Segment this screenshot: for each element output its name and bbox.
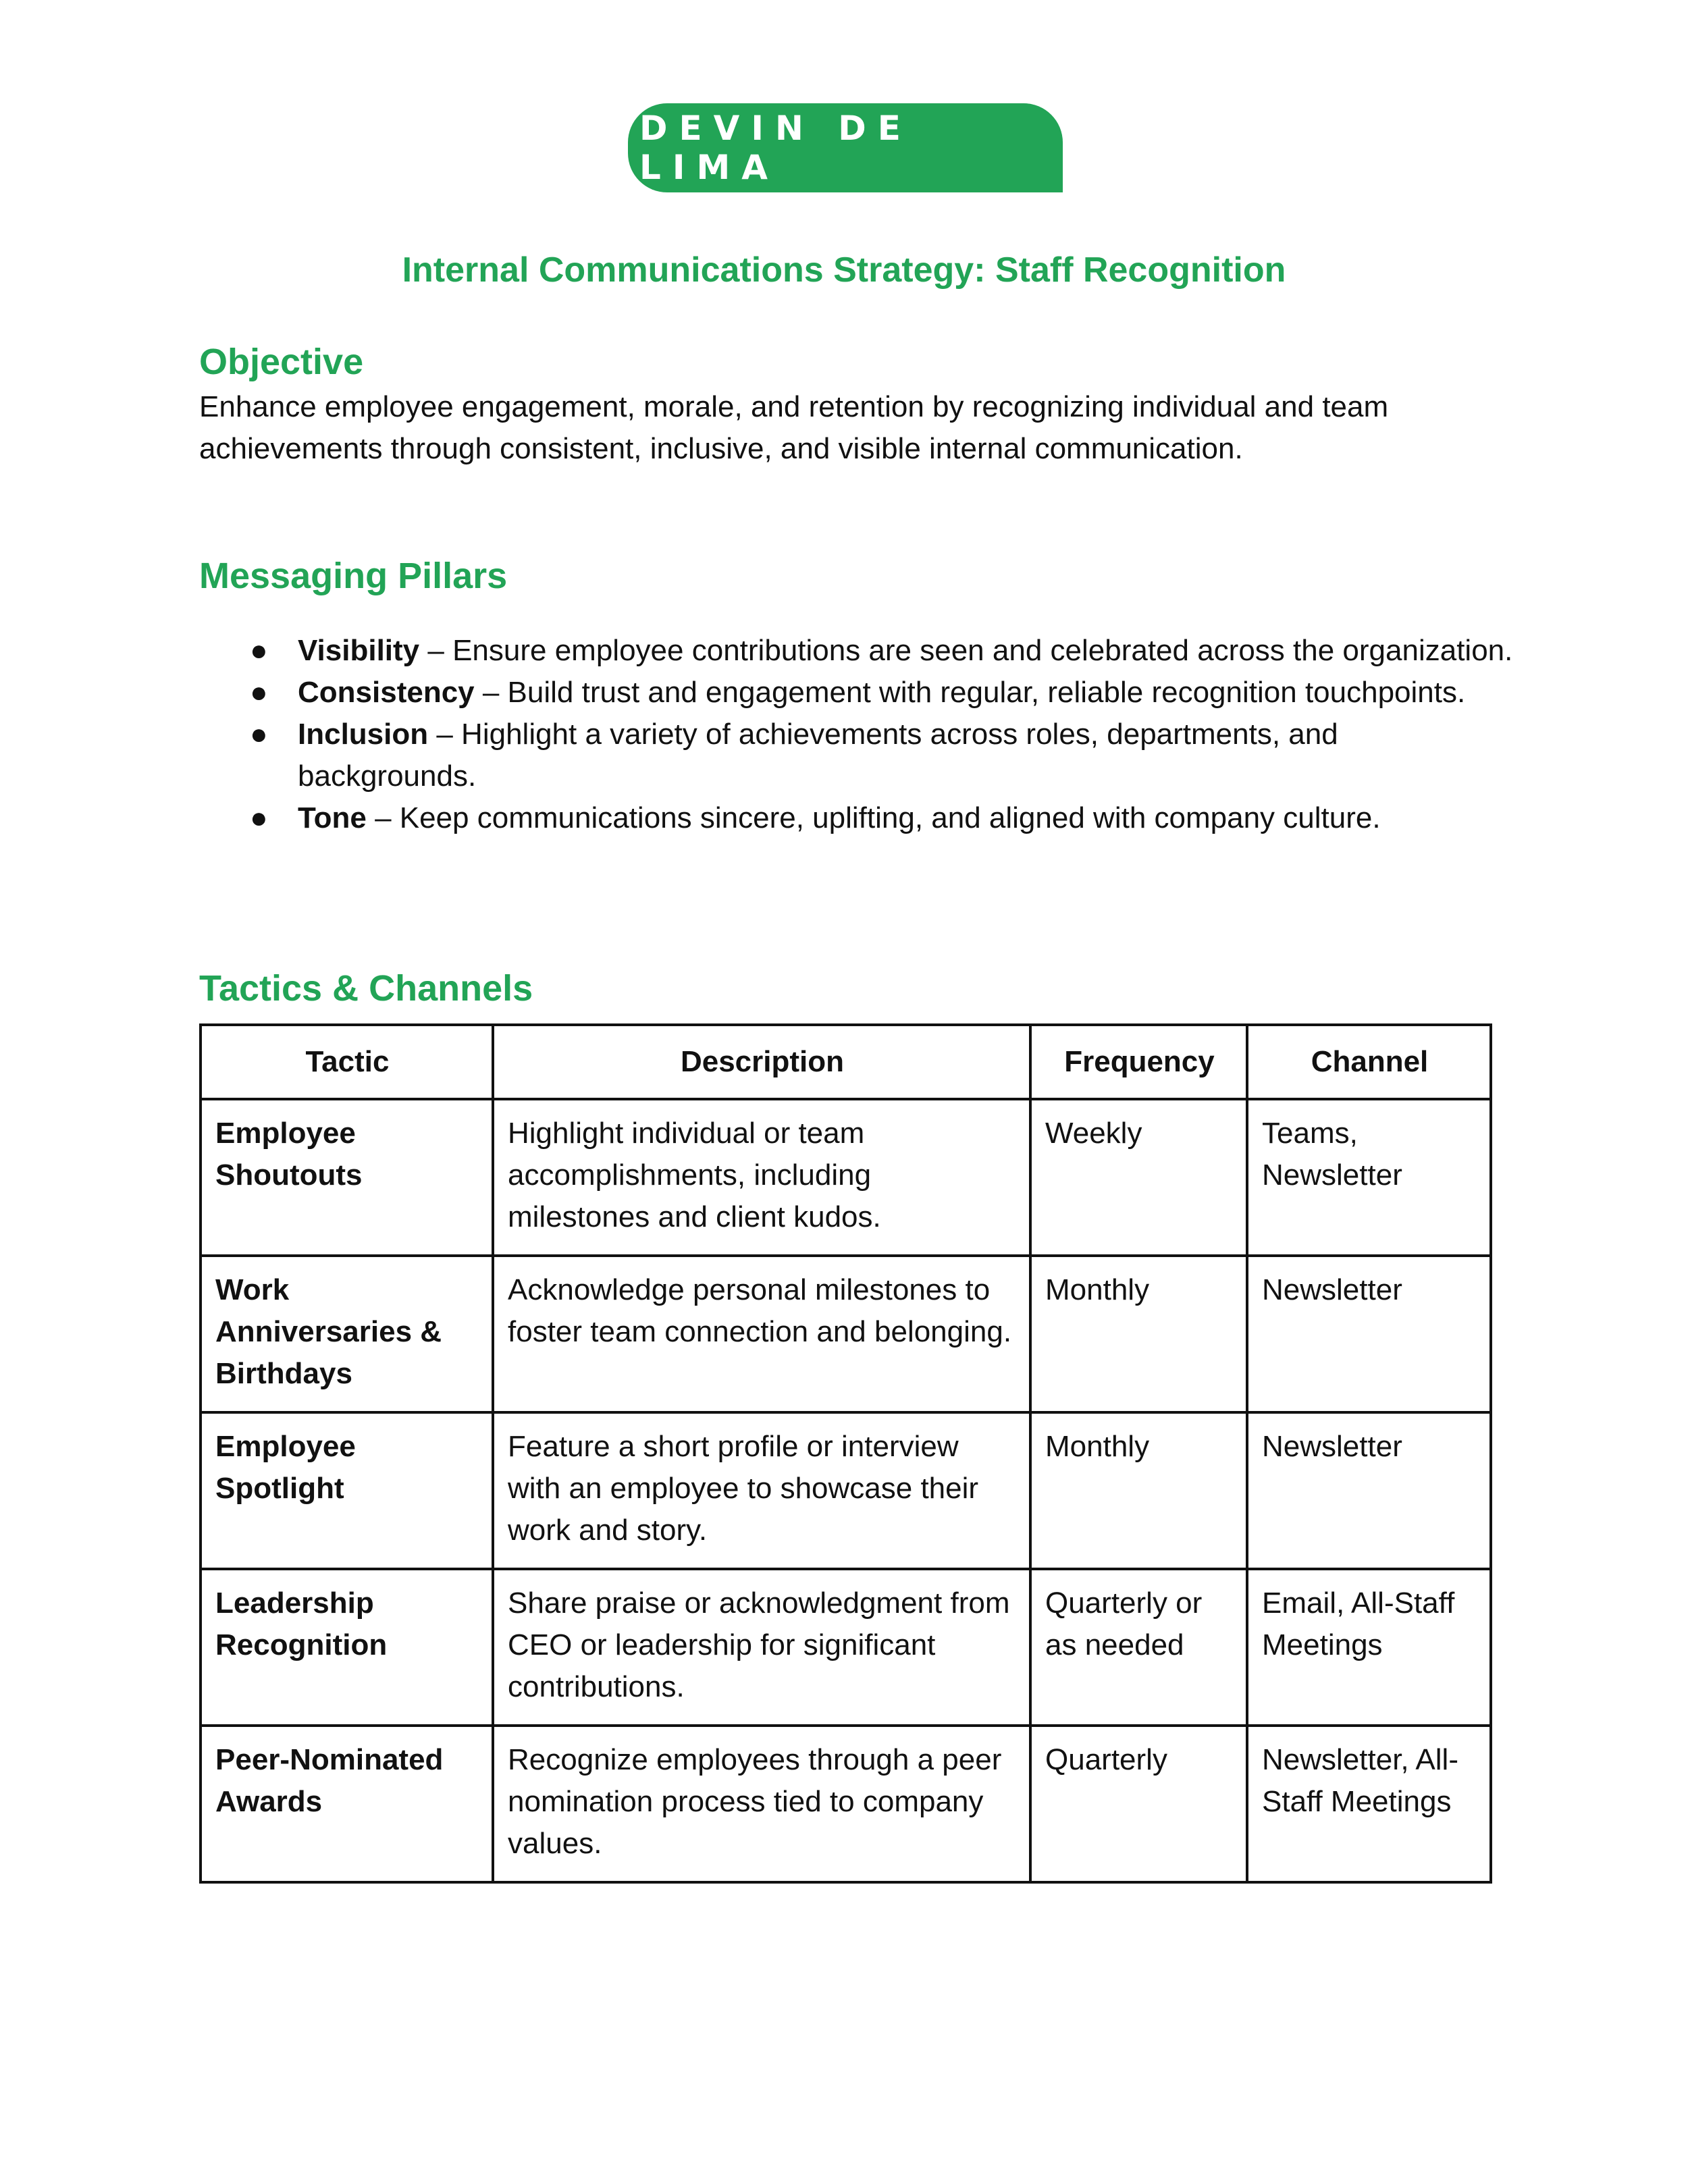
description-cell: Share praise or acknowledgment from CEO or leadership for significant contributions. xyxy=(493,1569,1030,1726)
pillars-list xyxy=(199,630,1516,839)
tactic-cell: Employee Shoutouts xyxy=(201,1099,493,1256)
column-header-description: Description xyxy=(493,1025,1030,1099)
pillar-term: Tone xyxy=(298,801,367,834)
pillar-term: Visibility xyxy=(298,634,420,667)
pillar-text: – Highlight a variety of achievements across roles, departments, and backgrounds. xyxy=(298,718,1338,793)
pillar-term: Consistency xyxy=(298,676,475,709)
table-row xyxy=(201,1412,1491,1569)
channel-cell: Email, All-Staff Meetings xyxy=(1247,1569,1491,1726)
bullet-icon: ● xyxy=(250,634,268,667)
pillars-heading: Messaging Pillars xyxy=(199,556,508,596)
description-cell: Recognize employees through a peer nomination process tied to company values. xyxy=(493,1726,1030,1882)
frequency-cell: Quarterly or as needed xyxy=(1030,1569,1247,1726)
tactics-table xyxy=(199,1023,1492,1884)
channel-cell: Newsletter xyxy=(1247,1412,1491,1569)
document-title: Internal Communications Strategy: Staff Recognition xyxy=(402,250,1286,290)
pillar-item xyxy=(199,672,1516,714)
objective-text: Enhance employee engagement, morale, and retention by recognizing individual and team achievements through consistent, inclusive, and visible internal communication. xyxy=(199,390,1389,465)
column-header-channel: Channel xyxy=(1247,1025,1491,1099)
tactics-heading: Tactics & Channels xyxy=(199,968,533,1009)
column-header-tactic: Tactic xyxy=(201,1025,493,1099)
table-row xyxy=(201,1256,1491,1412)
bullet-icon: ● xyxy=(250,718,268,751)
tactic-cell: Employee Spotlight xyxy=(201,1412,493,1569)
pillar-term: Inclusion xyxy=(298,718,429,751)
column-header-frequency: Frequency xyxy=(1030,1025,1247,1099)
tactic-cell: Leadership Recognition xyxy=(201,1569,493,1726)
table-row xyxy=(201,1569,1491,1726)
description-cell: Acknowledge personal milestones to foster team connection and belonging. xyxy=(493,1256,1030,1412)
table-row xyxy=(201,1099,1491,1256)
frequency-cell: Monthly xyxy=(1030,1412,1247,1569)
bullet-icon: ● xyxy=(250,676,268,709)
pillar-text: – Ensure employee contributions are seen and celebrated across the organization. xyxy=(419,634,1513,667)
tactic-cell: Peer-Nominated Awards xyxy=(201,1726,493,1882)
table-row xyxy=(201,1726,1491,1882)
frequency-cell: Weekly xyxy=(1030,1099,1247,1256)
pillar-item xyxy=(199,797,1516,839)
frequency-cell: Monthly xyxy=(1030,1256,1247,1412)
pillar-item xyxy=(199,630,1516,672)
channel-cell: Newsletter, All-Staff Meetings xyxy=(1247,1726,1491,1882)
author-name: DEVIN DE LIMA xyxy=(639,109,912,187)
table-header-row xyxy=(201,1025,1491,1099)
pillar-text: – Build trust and engagement with regular, reliable recognition touchpoints. xyxy=(474,676,1466,709)
frequency-cell: Quarterly xyxy=(1030,1726,1247,1882)
pillar-text: – Keep communications sincere, uplifting, and aligned with company culture. xyxy=(366,801,1381,834)
channel-cell: Teams, Newsletter xyxy=(1247,1099,1491,1256)
name-badge xyxy=(628,103,1063,192)
pillar-item xyxy=(199,714,1516,797)
objective-heading: Objective xyxy=(199,342,364,382)
tactic-cell: Work Anniversaries & Birthdays xyxy=(201,1256,493,1412)
bullet-icon: ● xyxy=(250,801,268,834)
description-cell: Feature a short profile or interview with an employee to showcase their work and story. xyxy=(493,1412,1030,1569)
description-cell: Highlight individual or team accomplishments, including milestones and client kudos. xyxy=(493,1099,1030,1256)
channel-cell: Newsletter xyxy=(1247,1256,1491,1412)
